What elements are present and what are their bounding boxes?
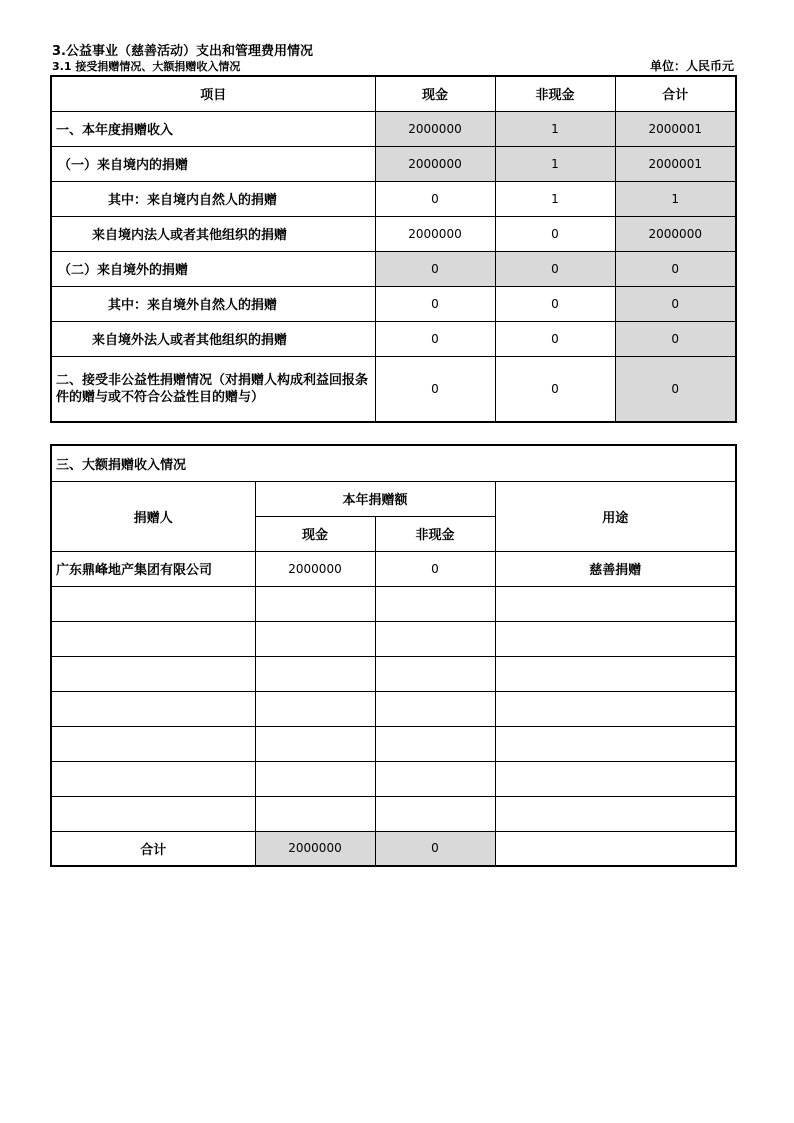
total-row — [51, 831, 736, 866]
col-header-item: 项目 — [51, 76, 375, 111]
cash-cell: 0 — [375, 251, 495, 286]
cash-cell: 2000000 — [375, 216, 495, 251]
table-row — [51, 286, 736, 321]
large-donations-title: 三、大额捐赠收入情况 — [51, 445, 736, 481]
cash-cell: 0 — [375, 356, 495, 422]
cash-cell: 0 — [375, 321, 495, 356]
noncash-cell: 1 — [495, 181, 615, 216]
col-header-cash: 现金 — [255, 516, 375, 551]
cash-cell: 0 — [375, 181, 495, 216]
noncash-cell: 0 — [495, 251, 615, 286]
col-header-purpose: 用途 — [495, 481, 736, 551]
noncash-cell: 0 — [375, 551, 495, 586]
row-label: 二、接受非公益性捐赠情况（对捐赠人构成利益回报条件的赠与或不符合公益性目的赠与） — [51, 356, 375, 422]
empty-row — [51, 621, 736, 656]
row-label: 来自境外法人或者其他组织的捐赠 — [51, 321, 375, 356]
noncash-cell: 0 — [495, 356, 615, 422]
table-row — [51, 216, 736, 251]
table-row — [51, 181, 736, 216]
empty-row — [51, 796, 736, 831]
row-label: （二）来自境外的捐赠 — [51, 251, 375, 286]
col-header-noncash: 非现金 — [495, 76, 615, 111]
total-purpose-cell — [495, 831, 736, 866]
noncash-cell: 0 — [495, 286, 615, 321]
empty-row — [51, 761, 736, 796]
total-cell: 0 — [615, 286, 736, 321]
total-cell: 2000000 — [615, 216, 736, 251]
noncash-cell: 1 — [495, 111, 615, 146]
table-row — [51, 321, 736, 356]
section-title: 3.公益事业（慈善活动）支出和管理费用情况 — [52, 44, 313, 59]
col-header-cash: 现金 — [375, 76, 495, 111]
table-row — [51, 356, 736, 422]
section-subtitle: 3.1 接受捐赠情况、大额捐赠收入情况 — [52, 60, 241, 73]
row-label: （一）来自境内的捐赠 — [51, 146, 375, 181]
row-label: 来自境内法人或者其他组织的捐赠 — [51, 216, 375, 251]
cash-cell: 2000000 — [375, 146, 495, 181]
total-label: 合计 — [51, 831, 255, 866]
noncash-cell: 0 — [495, 216, 615, 251]
empty-row — [51, 691, 736, 726]
donations-table — [50, 75, 737, 423]
table-title-row — [51, 445, 736, 481]
col-header-total: 合计 — [615, 76, 736, 111]
col-header-donor: 捐赠人 — [51, 481, 255, 551]
cash-cell: 2000000 — [255, 551, 375, 586]
total-noncash-cell: 0 — [375, 831, 495, 866]
table-row — [51, 251, 736, 286]
empty-row — [51, 726, 736, 761]
table-header-row — [51, 76, 736, 111]
empty-row — [51, 656, 736, 691]
total-cell: 2000001 — [615, 146, 736, 181]
cash-cell: 2000000 — [375, 111, 495, 146]
donor-cell: 广东鼎峰地产集团有限公司 — [51, 551, 255, 586]
total-cash-cell: 2000000 — [255, 831, 375, 866]
row-label: 其中：来自境外自然人的捐赠 — [51, 286, 375, 321]
total-cell: 0 — [615, 356, 736, 422]
table-row — [51, 551, 736, 586]
row-label: 其中：来自境内自然人的捐赠 — [51, 181, 375, 216]
large-donations-table — [50, 444, 737, 867]
table-header-row — [51, 481, 736, 516]
total-cell: 0 — [615, 251, 736, 286]
col-header-noncash: 非现金 — [375, 516, 495, 551]
empty-row — [51, 586, 736, 621]
cash-cell: 0 — [375, 286, 495, 321]
table-row — [51, 146, 736, 181]
purpose-cell: 慈善捐赠 — [495, 551, 736, 586]
total-cell: 2000001 — [615, 111, 736, 146]
noncash-cell: 1 — [495, 146, 615, 181]
unit-label: 单位：人民币元 — [649, 59, 734, 73]
row-label: 一、本年度捐赠收入 — [51, 111, 375, 146]
col-header-amount: 本年捐赠额 — [255, 481, 495, 516]
noncash-cell: 0 — [495, 321, 615, 356]
total-cell: 0 — [615, 321, 736, 356]
total-cell: 1 — [615, 181, 736, 216]
table-row — [51, 111, 736, 146]
